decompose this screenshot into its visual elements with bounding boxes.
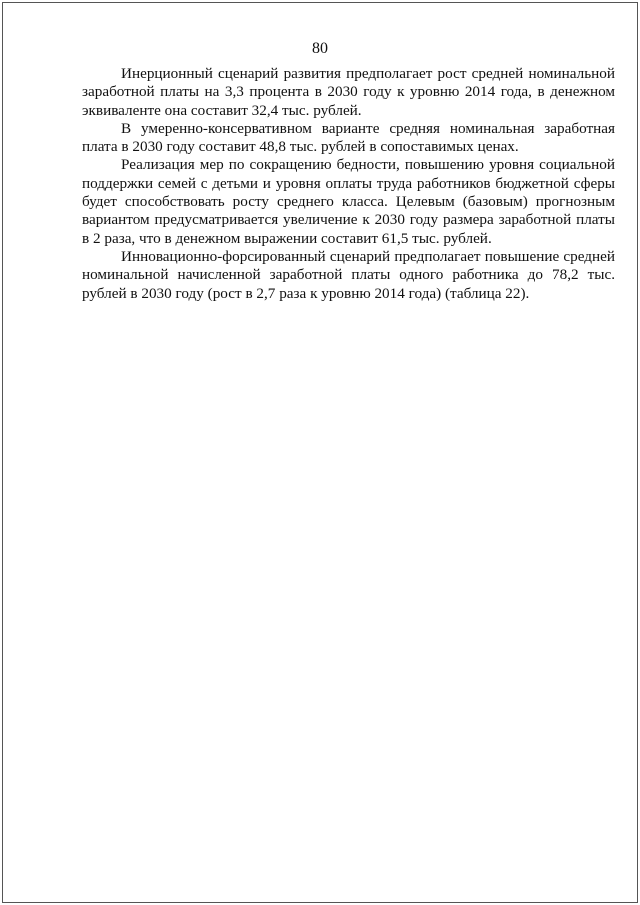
paragraph-innovation-scenario: Инновационно-форсированный сценарий предполагает повышение средней номинальной начисленной заработной платы одного работника до 78,2 тыс. рублей в 2030 году (рост в 2,7 раза к уровню 2014 года) (таблица 22). [82,247,615,302]
paragraph-moderate-conservative: В умеренно-консервативном варианте средняя номинальная заработная плата в 2030 году составит 48,8 тыс. рублей в сопоставимых ценах. [82,119,615,156]
paragraph-poverty-reduction: Реализация мер по сокращению бедности, повышению уровня социальной поддержки семей с детьми и уровня оплаты труда работников бюджетной сферы будет способствовать росту среднего класса. Целевым (базовым) прогнозным вариантом предусматривается увеличение к 2030 году размера заработной платы в 2 раза, что в денежном выражении составит 61,5 тыс. рублей. [82,156,615,247]
paragraph-inertial-scenario: Инерционный сценарий развития предполагает рост средней номинальной заработной платы на 3,3 процента в 2030 году к уровню 2014 года, в денежном эквиваленте она составит 32,4 тыс. рублей. [82,65,615,119]
document-page [2,2,638,903]
body-text [82,65,615,303]
page-number: 80 [312,40,328,57]
